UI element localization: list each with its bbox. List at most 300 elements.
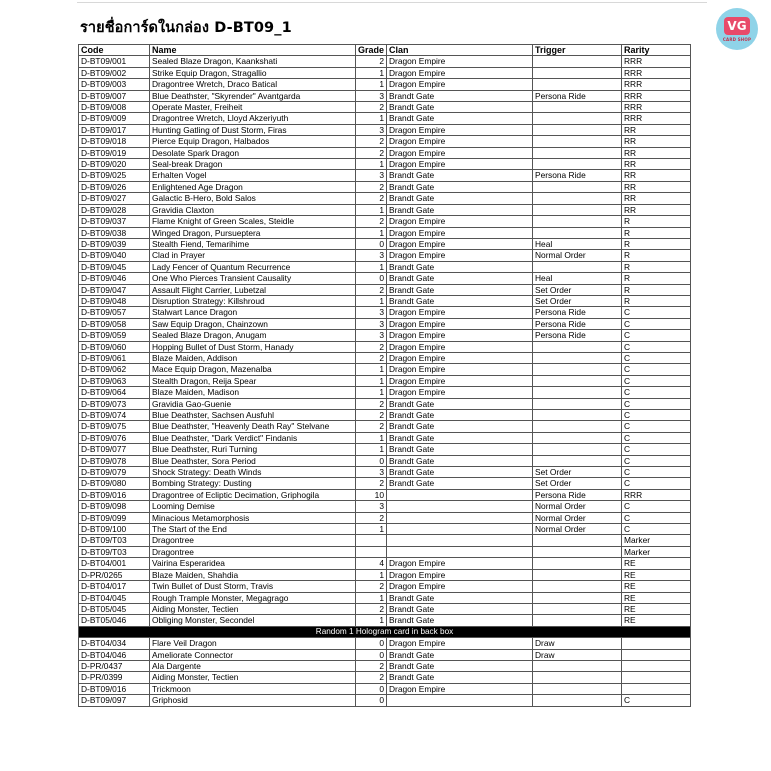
- cell-rarity: RE: [622, 581, 691, 592]
- cell-rarity: RE: [622, 569, 691, 580]
- cell-grade: 3: [356, 124, 387, 135]
- table-row: [79, 181, 691, 192]
- table-row: [79, 227, 691, 238]
- table-row: [79, 489, 691, 500]
- cell-grade: 0: [356, 638, 387, 649]
- cell-code: D-BT05/045: [79, 603, 150, 614]
- cell-trigger: [533, 535, 622, 546]
- cell-clan: Brandt Gate: [387, 113, 533, 124]
- logo-subtitle: CARD SHOP: [722, 36, 752, 42]
- header-trigger: Trigger: [533, 45, 622, 56]
- table-row: [79, 535, 691, 546]
- cell-code: D-BT09/019: [79, 147, 150, 158]
- cell-grade: 2: [356, 181, 387, 192]
- cell-name: Blue Deathster, Sora Period: [150, 455, 356, 466]
- cell-code: D-BT09/062: [79, 364, 150, 375]
- table-row: [79, 478, 691, 489]
- cell-clan: Dragon Empire: [387, 375, 533, 386]
- table-row: [79, 124, 691, 135]
- table-row: [79, 467, 691, 478]
- cell-name: Blaze Maiden, Shahdia: [150, 569, 356, 580]
- cell-rarity: R: [622, 261, 691, 272]
- cell-name: Stealth Fiend, Temarihime: [150, 238, 356, 249]
- cell-code: D-BT09/073: [79, 398, 150, 409]
- cell-code: D-BT09/016: [79, 683, 150, 694]
- cell-name: Aiding Monster, Tectien: [150, 603, 356, 614]
- cell-clan: [387, 512, 533, 523]
- cell-name: Gravidia Gao-Guenie: [150, 398, 356, 409]
- cell-grade: 1: [356, 113, 387, 124]
- cell-clan: Brandt Gate: [387, 649, 533, 660]
- cell-trigger: [533, 227, 622, 238]
- cell-code: D-BT09/097: [79, 695, 150, 706]
- table-row: [79, 387, 691, 398]
- cell-name: Pierce Equip Dragon, Halbados: [150, 136, 356, 147]
- cell-rarity: [622, 660, 691, 671]
- cell-clan: [387, 695, 533, 706]
- cell-clan: Dragon Empire: [387, 581, 533, 592]
- cell-clan: Dragon Empire: [387, 364, 533, 375]
- cell-name: Operate Master, Freiheit: [150, 102, 356, 113]
- cell-grade: 2: [356, 581, 387, 592]
- cell-name: Hunting Gatling of Dust Storm, Firas: [150, 124, 356, 135]
- cell-rarity: C: [622, 432, 691, 443]
- cell-clan: Brandt Gate: [387, 410, 533, 421]
- cell-name: Ala Dargente: [150, 660, 356, 671]
- cell-clan: Brandt Gate: [387, 273, 533, 284]
- cell-code: D-BT09/T03: [79, 535, 150, 546]
- cell-code: D-BT09/040: [79, 250, 150, 261]
- cell-rarity: [622, 638, 691, 649]
- cell-code: D-BT09/017: [79, 124, 150, 135]
- cell-grade: 1: [356, 524, 387, 535]
- cell-grade: 2: [356, 410, 387, 421]
- cell-code: D-BT09/100: [79, 524, 150, 535]
- table-row: [79, 695, 691, 706]
- cell-trigger: [533, 444, 622, 455]
- cell-code: D-BT04/045: [79, 592, 150, 603]
- table-row: [79, 581, 691, 592]
- cell-name: Blue Deathster, "Dark Verdict" Findanis: [150, 432, 356, 443]
- cell-name: Dragontree: [150, 546, 356, 557]
- cell-rarity: C: [622, 375, 691, 386]
- cell-trigger: [533, 398, 622, 409]
- cell-grade: 2: [356, 421, 387, 432]
- cell-trigger: [533, 79, 622, 90]
- cell-rarity: RRR: [622, 90, 691, 101]
- cell-grade: 2: [356, 398, 387, 409]
- cell-name: Flare Veil Dragon: [150, 638, 356, 649]
- cell-name: Winged Dragon, Pursueptera: [150, 227, 356, 238]
- table-row: [79, 273, 691, 284]
- cell-trigger: [533, 56, 622, 67]
- cell-grade: 10: [356, 489, 387, 500]
- cell-grade: 3: [356, 467, 387, 478]
- cell-rarity: C: [622, 478, 691, 489]
- cell-code: D-BT09/008: [79, 102, 150, 113]
- cell-clan: Dragon Empire: [387, 216, 533, 227]
- cell-name: Mace Equip Dragon, Mazenalba: [150, 364, 356, 375]
- cell-rarity: C: [622, 695, 691, 706]
- table-row: [79, 318, 691, 329]
- cell-code: D-BT09/046: [79, 273, 150, 284]
- cell-trigger: Set Order: [533, 467, 622, 478]
- cell-rarity: Marker: [622, 535, 691, 546]
- cell-grade: 2: [356, 603, 387, 614]
- cell-clan: Brandt Gate: [387, 615, 533, 626]
- cell-rarity: RRR: [622, 79, 691, 90]
- table-row: [79, 159, 691, 170]
- cell-trigger: [533, 193, 622, 204]
- table-row: [79, 113, 691, 124]
- cell-trigger: [533, 569, 622, 580]
- cell-clan: Brandt Gate: [387, 204, 533, 215]
- table-row: [79, 660, 691, 671]
- page-title: รายชื่อการ์ดในกล่อง D-BT09_1: [80, 20, 292, 36]
- cell-clan: Brandt Gate: [387, 421, 533, 432]
- cell-code: D-BT09/025: [79, 170, 150, 181]
- cell-trigger: [533, 683, 622, 694]
- cell-rarity: RRR: [622, 102, 691, 113]
- cell-name: Stealth Dragon, Reija Spear: [150, 375, 356, 386]
- cell-grade: 2: [356, 147, 387, 158]
- cell-name: Blue Deathster, Ruri Turning: [150, 444, 356, 455]
- cell-grade: 1: [356, 432, 387, 443]
- cell-code: D-BT09/074: [79, 410, 150, 421]
- cell-code: D-BT09/061: [79, 352, 150, 363]
- table-row: [79, 672, 691, 683]
- cell-code: D-BT09/026: [79, 181, 150, 192]
- table-row: [79, 524, 691, 535]
- cell-trigger: [533, 672, 622, 683]
- cell-trigger: [533, 102, 622, 113]
- cell-grade: 1: [356, 592, 387, 603]
- cell-name: Aiding Monster, Tectien: [150, 672, 356, 683]
- cell-trigger: Set Order: [533, 284, 622, 295]
- cell-grade: 1: [356, 227, 387, 238]
- cell-name: Dragontree of Ecliptic Decimation, Griphogila: [150, 489, 356, 500]
- cell-rarity: [622, 672, 691, 683]
- cell-name: Hopping Bullet of Dust Storm, Hanady: [150, 341, 356, 352]
- cell-name: Galactic B-Hero, Bold Salos: [150, 193, 356, 204]
- table-row: [79, 569, 691, 580]
- cell-code: D-BT09/039: [79, 238, 150, 249]
- cell-trigger: [533, 364, 622, 375]
- cell-rarity: R: [622, 238, 691, 249]
- cell-grade: 2: [356, 193, 387, 204]
- cell-trigger: [533, 603, 622, 614]
- cell-name: Minacious Metamorphosis: [150, 512, 356, 523]
- table-row: [79, 79, 691, 90]
- table-row: [79, 102, 691, 113]
- cell-name: Assault Flight Carrier, Lubetzal: [150, 284, 356, 295]
- cell-clan: Dragon Empire: [387, 307, 533, 318]
- cell-trigger: [533, 432, 622, 443]
- cell-name: Rough Trample Monster, Megagrago: [150, 592, 356, 603]
- cell-code: D-BT09/T03: [79, 546, 150, 557]
- cell-name: Enlightened Age Dragon: [150, 181, 356, 192]
- cell-clan: Dragon Empire: [387, 558, 533, 569]
- table-row: [79, 444, 691, 455]
- cell-clan: Brandt Gate: [387, 261, 533, 272]
- cell-rarity: RRR: [622, 113, 691, 124]
- cell-name: Dragontree: [150, 535, 356, 546]
- cell-code: D-BT09/058: [79, 318, 150, 329]
- cell-code: D-BT09/045: [79, 261, 150, 272]
- cell-rarity: C: [622, 318, 691, 329]
- cell-code: D-BT09/009: [79, 113, 150, 124]
- cell-trigger: [533, 204, 622, 215]
- cell-trigger: [533, 421, 622, 432]
- cell-clan: Brandt Gate: [387, 432, 533, 443]
- cell-rarity: R: [622, 295, 691, 306]
- cell-name: Blue Deathster, Sachsen Ausfuhl: [150, 410, 356, 421]
- cell-grade: 1: [356, 79, 387, 90]
- cell-clan: Brandt Gate: [387, 295, 533, 306]
- cell-grade: 1: [356, 159, 387, 170]
- cell-rarity: RE: [622, 615, 691, 626]
- cell-rarity: RR: [622, 181, 691, 192]
- table-row: [79, 295, 691, 306]
- cell-trigger: [533, 695, 622, 706]
- cell-code: D-BT09/079: [79, 467, 150, 478]
- table-row: [79, 307, 691, 318]
- top-divider: [77, 2, 707, 3]
- cell-clan: [387, 535, 533, 546]
- cell-clan: Dragon Empire: [387, 238, 533, 249]
- cell-rarity: C: [622, 387, 691, 398]
- table-row: [79, 341, 691, 352]
- table-row: [79, 501, 691, 512]
- table-row: [79, 649, 691, 660]
- cell-grade: 0: [356, 455, 387, 466]
- cell-trigger: Draw: [533, 649, 622, 660]
- cell-rarity: R: [622, 216, 691, 227]
- cell-name: Sealed Blaze Dragon, Anugam: [150, 330, 356, 341]
- header-rarity: Rarity: [622, 45, 691, 56]
- cell-clan: Dragon Empire: [387, 352, 533, 363]
- cell-clan: Brandt Gate: [387, 90, 533, 101]
- header-clan: Clan: [387, 45, 533, 56]
- cell-rarity: C: [622, 512, 691, 523]
- table-row: [79, 250, 691, 261]
- cell-code: D-BT09/018: [79, 136, 150, 147]
- cell-rarity: C: [622, 467, 691, 478]
- table-row: [79, 432, 691, 443]
- table-row: [79, 170, 691, 181]
- cell-trigger: [533, 615, 622, 626]
- cell-trigger: Persona Ride: [533, 307, 622, 318]
- table-row: [79, 136, 691, 147]
- cell-trigger: [533, 216, 622, 227]
- table-row: [79, 592, 691, 603]
- cell-rarity: C: [622, 455, 691, 466]
- cell-name: Erhalten Vogel: [150, 170, 356, 181]
- cell-name: Stalwart Lance Dragon: [150, 307, 356, 318]
- table-row: [79, 261, 691, 272]
- cell-clan: Dragon Empire: [387, 638, 533, 649]
- cell-name: Twin Bullet of Dust Storm, Travis: [150, 581, 356, 592]
- cell-trigger: Persona Ride: [533, 330, 622, 341]
- cell-code: D-BT09/080: [79, 478, 150, 489]
- cell-name: Bombing Strategy: Dusting: [150, 478, 356, 489]
- cell-rarity: RR: [622, 136, 691, 147]
- cell-trigger: Heal: [533, 238, 622, 249]
- cell-trigger: [533, 261, 622, 272]
- cell-name: Blue Deathster, "Heavenly Death Ray" Stelvane: [150, 421, 356, 432]
- cell-rarity: C: [622, 410, 691, 421]
- cell-clan: Dragon Empire: [387, 147, 533, 158]
- table-row: [79, 683, 691, 694]
- cell-trigger: [533, 387, 622, 398]
- cell-name: Obliging Monster, Secondel: [150, 615, 356, 626]
- cell-rarity: C: [622, 364, 691, 375]
- cell-clan: Dragon Empire: [387, 67, 533, 78]
- cell-name: Flame Knight of Green Scales, Steidle: [150, 216, 356, 227]
- cell-rarity: C: [622, 352, 691, 363]
- shop-logo: [716, 8, 758, 50]
- cell-code: D-PR/0265: [79, 569, 150, 580]
- cell-rarity: RRR: [622, 67, 691, 78]
- cell-name: Lady Fencer of Quantum Recurrence: [150, 261, 356, 272]
- cell-name: Shock Strategy: Death Winds: [150, 467, 356, 478]
- table-row: [79, 421, 691, 432]
- cell-code: D-BT05/046: [79, 615, 150, 626]
- cell-grade: 1: [356, 295, 387, 306]
- cell-code: D-PR/0399: [79, 672, 150, 683]
- cell-clan: Brandt Gate: [387, 672, 533, 683]
- cell-trigger: [533, 67, 622, 78]
- table-row: [79, 284, 691, 295]
- cell-grade: 1: [356, 67, 387, 78]
- cell-clan: Dragon Empire: [387, 124, 533, 135]
- cell-rarity: C: [622, 307, 691, 318]
- cell-code: D-BT09/037: [79, 216, 150, 227]
- cell-grade: 1: [356, 375, 387, 386]
- cell-code: D-BT09/016: [79, 489, 150, 500]
- cell-clan: Dragon Empire: [387, 79, 533, 90]
- cell-grade: 0: [356, 683, 387, 694]
- cell-rarity: RRR: [622, 489, 691, 500]
- cell-grade: 0: [356, 649, 387, 660]
- cell-name: Strike Equip Dragon, Stragallio: [150, 67, 356, 78]
- cell-trigger: [533, 455, 622, 466]
- cell-clan: [387, 501, 533, 512]
- cell-rarity: C: [622, 421, 691, 432]
- cell-name: Vairina Esperaridea: [150, 558, 356, 569]
- cell-code: D-BT04/017: [79, 581, 150, 592]
- table-row: [79, 512, 691, 523]
- cell-grade: 2: [356, 352, 387, 363]
- cell-rarity: R: [622, 273, 691, 284]
- cell-clan: Brandt Gate: [387, 193, 533, 204]
- cell-grade: 3: [356, 307, 387, 318]
- table-row: [79, 56, 691, 67]
- cell-code: D-BT04/046: [79, 649, 150, 660]
- cell-trigger: [533, 181, 622, 192]
- cell-name: Disruption Strategy: Killshroud: [150, 295, 356, 306]
- cell-grade: 0: [356, 238, 387, 249]
- cell-code: D-BT09/098: [79, 501, 150, 512]
- cell-name: Dragontree Wretch, Lloyd Akzeriyuth: [150, 113, 356, 124]
- table-row: [79, 204, 691, 215]
- table-row: [79, 238, 691, 249]
- cell-grade: 2: [356, 660, 387, 671]
- cell-code: D-BT09/063: [79, 375, 150, 386]
- header-grade: Grade: [356, 45, 387, 56]
- cell-clan: Dragon Empire: [387, 683, 533, 694]
- cell-rarity: RR: [622, 204, 691, 215]
- cell-name: One Who Pierces Transient Causality: [150, 273, 356, 284]
- cell-clan: Dragon Empire: [387, 569, 533, 580]
- table-row: [79, 455, 691, 466]
- cell-trigger: [533, 375, 622, 386]
- cell-clan: Brandt Gate: [387, 592, 533, 603]
- cell-rarity: RE: [622, 558, 691, 569]
- cell-rarity: C: [622, 330, 691, 341]
- cell-trigger: [533, 113, 622, 124]
- cell-grade: 2: [356, 56, 387, 67]
- cell-grade: 2: [356, 672, 387, 683]
- cell-clan: [387, 489, 533, 500]
- cell-rarity: RR: [622, 159, 691, 170]
- cell-name: Looming Demise: [150, 501, 356, 512]
- header-name: Name: [150, 45, 356, 56]
- cell-trigger: Persona Ride: [533, 318, 622, 329]
- header-row: [79, 45, 691, 56]
- cell-rarity: [622, 683, 691, 694]
- cell-grade: 1: [356, 261, 387, 272]
- cell-grade: 1: [356, 444, 387, 455]
- table-row: [79, 558, 691, 569]
- cell-grade: [356, 546, 387, 557]
- cell-code: D-BT09/077: [79, 444, 150, 455]
- cell-trigger: Draw: [533, 638, 622, 649]
- cell-rarity: C: [622, 444, 691, 455]
- cell-clan: Dragon Empire: [387, 318, 533, 329]
- cell-clan: Brandt Gate: [387, 455, 533, 466]
- cell-trigger: [533, 558, 622, 569]
- cell-name: Blue Deathster, "Skyrender" Avantgarda: [150, 90, 356, 101]
- cell-grade: 2: [356, 478, 387, 489]
- cell-rarity: C: [622, 501, 691, 512]
- cell-clan: Brandt Gate: [387, 284, 533, 295]
- cell-grade: 1: [356, 364, 387, 375]
- cell-name: Saw Equip Dragon, Chainzown: [150, 318, 356, 329]
- cell-grade: 2: [356, 284, 387, 295]
- cell-code: D-BT09/076: [79, 432, 150, 443]
- cell-grade: [356, 535, 387, 546]
- table-row: [79, 147, 691, 158]
- cell-code: D-BT09/099: [79, 512, 150, 523]
- table-row: [79, 398, 691, 409]
- cell-rarity: C: [622, 524, 691, 535]
- cell-clan: Dragon Empire: [387, 227, 533, 238]
- cell-clan: Brandt Gate: [387, 660, 533, 671]
- cell-clan: Brandt Gate: [387, 603, 533, 614]
- cell-clan: [387, 524, 533, 535]
- cell-rarity: RR: [622, 170, 691, 181]
- cell-clan: Brandt Gate: [387, 181, 533, 192]
- table-row: [79, 67, 691, 78]
- cell-clan: Dragon Empire: [387, 341, 533, 352]
- cell-grade: 0: [356, 695, 387, 706]
- cell-grade: 2: [356, 102, 387, 113]
- table-row: [79, 603, 691, 614]
- cell-clan: Brandt Gate: [387, 478, 533, 489]
- cell-code: D-BT04/001: [79, 558, 150, 569]
- cell-grade: 1: [356, 387, 387, 398]
